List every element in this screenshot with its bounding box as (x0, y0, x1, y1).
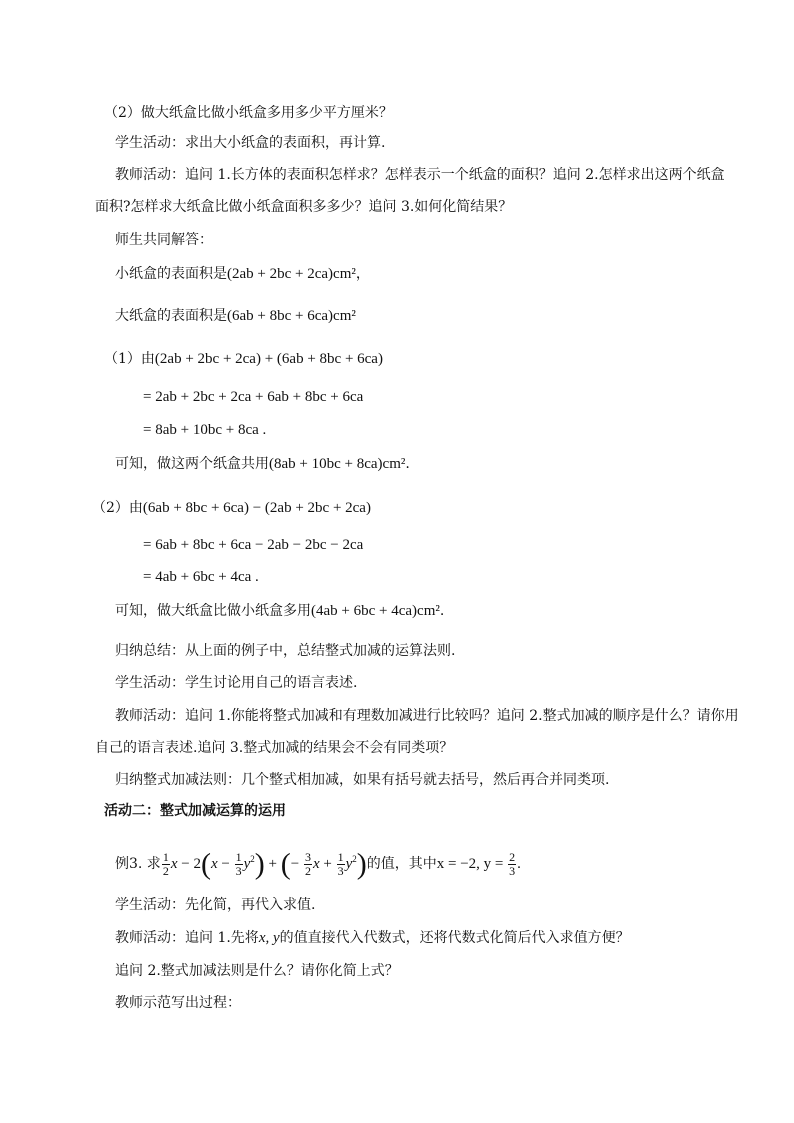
part1-step1: = 2ab + 2bc + 2ca + 6ab + 8bc + 6ca (143, 389, 364, 405)
part2-step2: = 4ab + 6bc + 4ca . (143, 569, 259, 585)
student-activity-1: 学生活动：求出大小纸盒的表面积，再计算. (115, 135, 386, 151)
part1-label: （1）由 (104, 351, 155, 367)
part2-expression (92, 498, 371, 518)
joint-answer: 师生共同解答： (115, 232, 213, 248)
example-3-tail: 的值，其中 (366, 856, 437, 872)
teacher-activity-3 (115, 928, 630, 948)
teacher-activity-2b: 自己的语言表述.追问 3.整式加减的结果会不会有同类项？ (95, 740, 454, 756)
student-activity-2: 学生活动：学生讨论用自己的语言表述. (115, 675, 358, 691)
part2-expr: (6ab + 8bc + 6ca) − (2ab + 2bc + 2ca) (142, 500, 371, 516)
fraction-one-third: $\frac{1}{3}$ (235, 850, 242, 879)
part2-conclusion-label: 可知，做大纸盒比做小纸盒多用 (115, 603, 311, 619)
follow-up-question-2: 追问 2.整式加减法则是什么？请你化简上式？ (115, 963, 399, 979)
large-box-expr: (6ab + 8bc + 6ca)cm² (227, 308, 356, 324)
small-box-label: 小纸盒的表面积是 (115, 266, 227, 282)
part1-step2: = 8ab + 10bc + 8ca . (143, 422, 267, 438)
teacher-activity-3-vars: x, y (258, 930, 280, 946)
teacher-activity-1a: 教师活动：追问 1.长方体的表面积怎样求？怎样表示一个纸盒的面积？追问 2.怎样求出这两个纸盒 (115, 167, 725, 183)
part1-conclusion (115, 454, 410, 474)
part1-conclusion-label: 可知，做这两个纸盒共用 (115, 456, 269, 472)
small-box-expr: (2ab + 2bc + 2ca)cm² (227, 266, 356, 282)
teacher-activity-3-pre: 教师活动：追问 1.先将 (115, 930, 259, 946)
activity-2-heading: 活动二：整式加减运算的运用 (104, 803, 286, 819)
part1-expression (104, 349, 383, 369)
large-box-label: 大纸盒的表面积是 (115, 308, 227, 324)
part2-label: （2）由 (92, 500, 143, 516)
student-activity-3: 学生活动：先化简，再代入求值. (115, 897, 316, 913)
small-box-tail: ， (355, 266, 370, 282)
part2-conclusion-expr: (4ab + 6bc + 4ca)cm² (311, 603, 440, 619)
fraction-three-halves: $\frac{3}{2}$ (304, 850, 311, 879)
part2-conclusion-tail: . (439, 603, 445, 619)
large-box-area (115, 306, 356, 326)
example-3-expression: $\frac{1}{2}$ x − 2(x − $\frac{1}{3}$ $y^2$) + (− $\frac{3}{2}$ x + $\frac{1}{3}$ $y^2$) (162, 847, 367, 881)
example-3 (115, 842, 521, 881)
fraction-one-third-b: $\frac{1}{3}$ (337, 850, 344, 879)
example-3-condition: x = −2, y = $\frac{2}{3}$ . (436, 850, 521, 879)
teacher-activity-3-post: 的值直接代入代数式，还将代数式化简后代入求值方便？ (279, 930, 630, 946)
part2-conclusion (115, 601, 444, 621)
teacher-activity-1b: 面积?怎样求大纸盒比做小纸盒面积多多少？追问 3.如何化简结果？ (95, 199, 513, 215)
fraction-one-half: $\frac{1}{2}$ (162, 850, 169, 879)
part1-conclusion-expr: (8ab + 10bc + 8ca)cm² (269, 456, 406, 472)
addition-rule: 归纳整式加减法则：几个整式相加减，如果有括号就去括号，然后再合并同类项. (115, 772, 610, 788)
part1-conclusion-tail: . (405, 456, 410, 472)
part2-step1: = 6ab + 8bc + 6ca − 2ab − 2bc − 2ca (143, 537, 364, 553)
summary: 归纳总结：从上面的例子中，总结整式加减的运算法则. (115, 643, 456, 659)
teacher-demo: 教师示范写出过程： (115, 995, 241, 1011)
question-2: （2）做大纸盒比做小纸盒多用多少平方厘米？ (104, 105, 393, 121)
example-3-label: 例3. 求 (115, 856, 161, 872)
fraction-two-thirds: $\frac{2}{3}$ (509, 850, 516, 879)
part1-expr: (2ab + 2bc + 2ca) + (6ab + 8bc + 6ca) (154, 351, 383, 367)
teacher-activity-2a: 教师活动：追问 1.你能将整式加减和有理数加减进行比较吗？追问 2.整式加减的顺序是什么？请你用 (115, 708, 739, 724)
small-box-area (115, 264, 370, 284)
